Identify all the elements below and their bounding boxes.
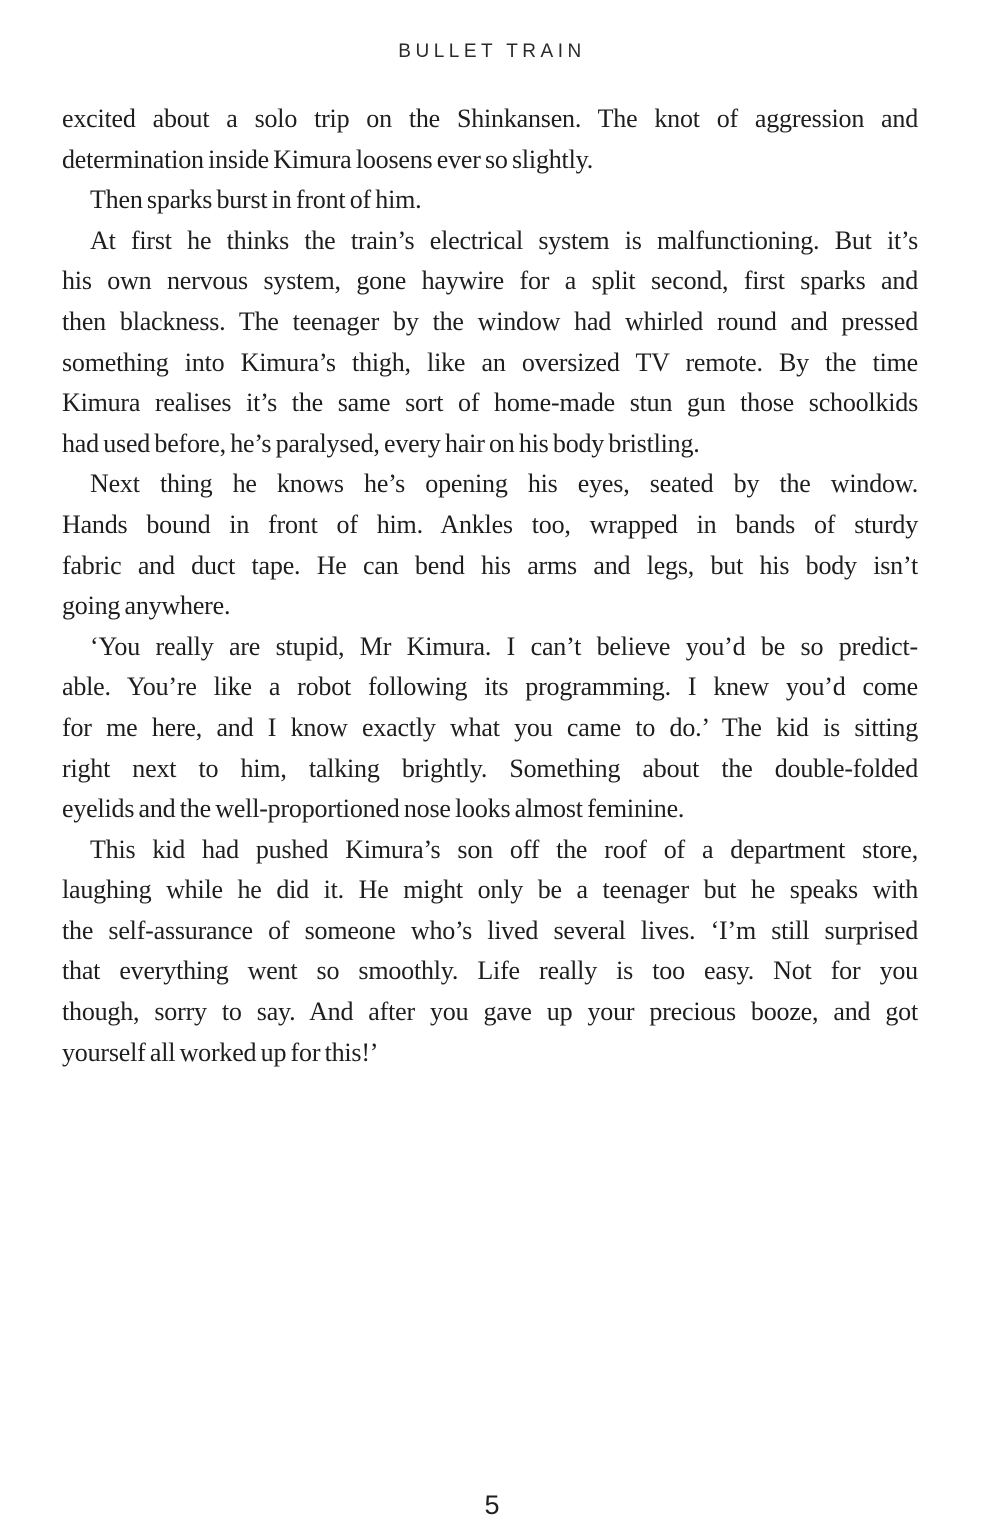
text-line: fabric and duct tape. He can bend his arms and legs, but his body isn’t xyxy=(62,550,918,580)
text-line: going anywhere. xyxy=(62,591,231,621)
text-line: laughing while he did it. He might only be a teenager but he speaks with xyxy=(62,875,918,905)
text-line: then blackness. The teenager by the window had whirled round and pressed xyxy=(62,306,918,336)
text-line: something into Kimura’s thigh, like an oversized TV remote. By the time xyxy=(62,347,918,377)
text-line: Next thing he knows he’s opening his eyes, seated by the window. xyxy=(90,469,918,499)
text-line: eyelids and the well-proportioned nose looks almost feminine. xyxy=(62,794,685,824)
page-number: 5 xyxy=(484,1490,500,1520)
paragraph xyxy=(62,180,918,221)
text-line: At first he thinks the train’s electrical system is malfunctioning. But it’s xyxy=(90,225,918,255)
text-line: the self-assurance of someone who’s lived several lives. ‘I’m still surprised xyxy=(62,915,918,945)
text-column xyxy=(62,99,918,1073)
text-line: Hands bound in front of him. Ankles too, wrapped in bands of sturdy xyxy=(62,509,918,539)
text-line: his own nervous system, gone haywire for a split second, first sparks and xyxy=(62,266,918,296)
text-line: ‘You really are stupid, Mr Kimura. I can’t believe you’d be so predict- xyxy=(90,631,918,661)
paragraph xyxy=(62,830,918,1074)
text-line: right next to him, talking brightly. Something about the double-folded xyxy=(62,753,918,783)
text-line: had used before, he’s paralysed, every hair on his body bristling. xyxy=(62,428,700,458)
running-head-title: BULLET TRAIN xyxy=(398,41,586,62)
text-line: able. You’re like a robot following its programming. I knew you’d come xyxy=(62,672,918,702)
paragraph xyxy=(62,464,918,626)
text-line: though, sorry to say. And after you gave up your precious booze, and got xyxy=(62,997,918,1027)
paragraph xyxy=(62,221,918,465)
text-line: This kid had pushed Kimura’s son off the roof of a department store, xyxy=(90,834,918,864)
paragraph xyxy=(62,627,918,830)
text-line: yourself all worked up for this!’ xyxy=(62,1037,379,1067)
text-line: that everything went so smoothly. Life really is too easy. Not for you xyxy=(62,956,918,986)
text-line: for me here, and I know exactly what you came to do.’ The kid is sitting xyxy=(62,712,918,742)
text-line: determination inside Kimura loosens ever so slightly. xyxy=(62,144,594,174)
text-line: Then sparks burst in front of him. xyxy=(90,185,422,215)
text-line: excited about a solo trip on the Shinkansen. The knot of aggression and xyxy=(62,104,918,133)
paragraph xyxy=(62,99,918,180)
text-line: Kimura realises it’s the same sort of home-made stun gun those schoolkids xyxy=(62,388,918,418)
